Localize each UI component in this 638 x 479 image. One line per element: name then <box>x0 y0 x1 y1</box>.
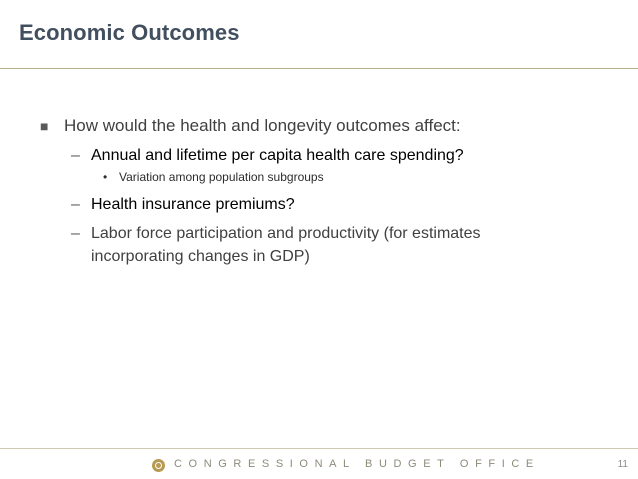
cbo-seal-icon <box>152 459 165 472</box>
detail-bullet-subgroups-text: Variation among population subgroups <box>119 170 324 184</box>
dash-bullet-icon: – <box>71 147 80 164</box>
dash-bullet-icon: – <box>71 225 80 242</box>
page-number: 11 <box>617 459 628 470</box>
bullet-main-text: How would the health and longevity outcomes affect: <box>64 116 461 135</box>
agency-name: CONGRESSIONAL BUDGET OFFICE <box>174 458 540 470</box>
title-divider <box>0 68 638 69</box>
sub-bullet-premiums-text: Health insurance premiums? <box>91 196 295 213</box>
square-bullet-icon: ■ <box>40 118 49 134</box>
dash-bullet-icon: – <box>71 196 80 213</box>
footer <box>0 458 638 474</box>
footer-divider <box>0 448 638 449</box>
sub-bullet-labor-text: Labor force participation and productivity (for estimates incorporating changes in GDP) <box>91 225 481 265</box>
dot-bullet-icon: • <box>103 170 108 184</box>
sub-bullet-spending-text: Annual and lifetime per capita health care spending? <box>91 147 464 164</box>
slide-title: Economic Outcomes <box>19 20 240 45</box>
